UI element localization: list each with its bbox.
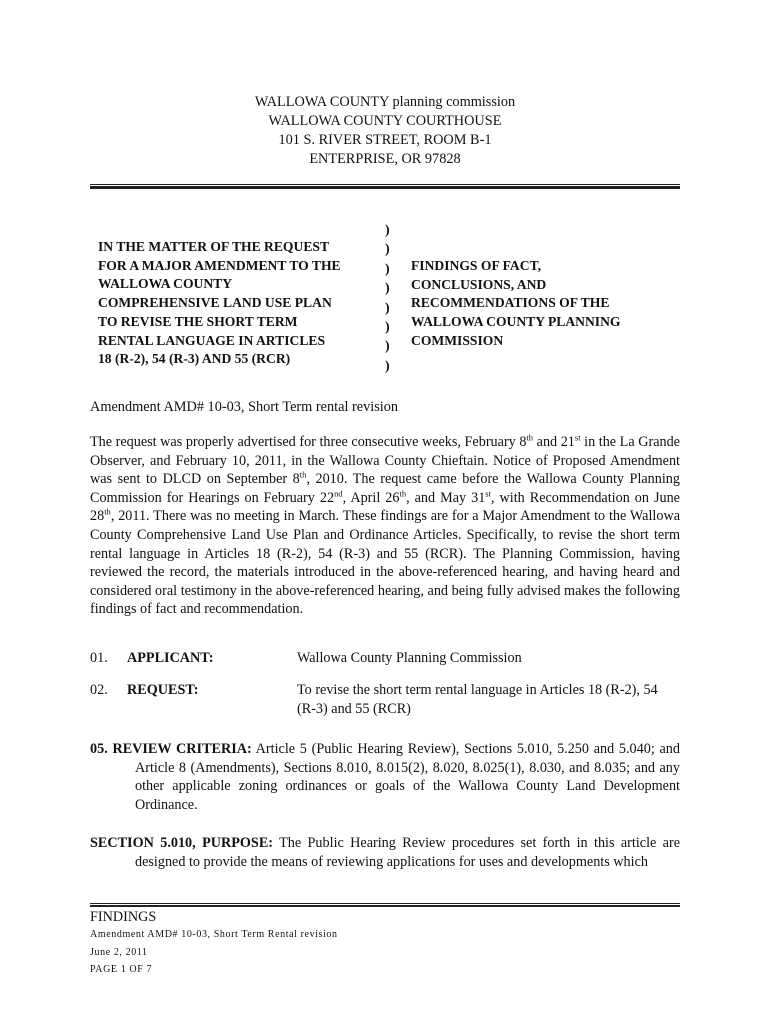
letterhead-building: WALLOWA COUNTY COURTHOUSE xyxy=(268,113,502,129)
caption-matter-line: TO REVISE THE SHORT TERM xyxy=(98,313,298,329)
caption-paren: ) xyxy=(385,320,390,336)
footer-title: FINDINGS xyxy=(90,909,157,925)
review-criteria xyxy=(90,740,680,814)
caption-findings-line: RECOMMENDATIONS OF THE xyxy=(411,295,610,311)
caption-matter-line: RENTAL LANGUAGE IN ARTICLES xyxy=(98,332,326,348)
section-purpose xyxy=(90,834,680,871)
footer-date: June 2, 2011 xyxy=(90,947,148,958)
caption-parentheses xyxy=(385,221,399,376)
ordinal-suffix: st xyxy=(574,432,581,443)
ordinal-suffix: nd xyxy=(334,488,343,499)
intro-text: , and May 31 xyxy=(406,489,486,506)
caption-paren: ) xyxy=(385,261,390,277)
item-value: Wallowa County Planning Commission xyxy=(297,650,522,666)
caption-findings-line: FINDINGS OF FACT, xyxy=(411,258,542,273)
section-text: The Public Hearing Review procedures set forth in this article are designed to provide the means of reviewing applications for uses and developments which xyxy=(135,835,680,870)
caption-findings-line: COMMISSION xyxy=(411,332,504,348)
item-label: REQUEST: xyxy=(127,682,199,698)
caption-paren: ) xyxy=(385,223,390,238)
intro-text: and 21 xyxy=(533,434,575,450)
caption-findings-title xyxy=(411,257,681,351)
footer-divider xyxy=(90,903,680,907)
section-heading: SECTION 5.010, PURPOSE: xyxy=(90,835,274,851)
intro-paragraph xyxy=(90,433,680,619)
caption-matter-line: WALLOWA COUNTY xyxy=(98,276,233,292)
intro-text: , 2010. The request came before the Wallowa County Planning Commission for Hearings on February 22 xyxy=(90,471,680,506)
intro-text: , 2011. There was no meeting in March. These findings are for a Major Amendment to the Wallowa County Comprehensive Land Use Plan and Ordinance Articles. Specifically, to revise the short term rental language in Articles 18 (R-2), 54 (R-3) and 55 (RCR). The Planning Commission, having reviewed the record, the materials introduced in the above-referenced hearing, and having heard and considered oral testimony in the above-referenced hearing, and being fully advised makes the following findings of fact and recommendation. xyxy=(90,508,680,618)
letterhead-agency: WALLOWA COUNTY planning commission xyxy=(254,94,516,110)
ordinal-suffix: th xyxy=(399,488,407,499)
item-number: 02. xyxy=(90,682,108,698)
caption-paren: ) xyxy=(385,339,390,355)
caption-matter-line: FOR A MAJOR AMENDMENT TO THE xyxy=(98,257,341,273)
intro-text: The request was properly advertised for three consecutive weeks, February 8 xyxy=(90,434,527,450)
item-label: APPLICANT: xyxy=(127,650,214,666)
caption-matter xyxy=(98,238,388,369)
intro-text: , April 26 xyxy=(342,489,400,506)
item-number: 01. xyxy=(90,650,108,666)
ordinal-suffix: th xyxy=(526,432,534,443)
ordinal-suffix: st xyxy=(485,488,491,499)
letterhead-street: 101 S. RIVER STREET, ROOM B-1 xyxy=(278,132,492,148)
review-criteria-heading: 05. REVIEW CRITERIA: xyxy=(90,741,252,757)
caption-findings-line: CONCLUSIONS, AND xyxy=(411,276,547,292)
caption-matter-line: COMPREHENSIVE LAND USE PLAN xyxy=(98,295,332,311)
caption-matter-line: IN THE MATTER OF THE REQUEST xyxy=(98,239,330,254)
caption-findings-line: WALLOWA COUNTY PLANNING xyxy=(411,314,621,330)
caption-paren: ) xyxy=(385,358,390,374)
letterhead-city: ENTERPRISE, OR 97828 xyxy=(309,151,461,167)
caption-paren: ) xyxy=(385,242,390,258)
item-value: To revise the short term rental language in Articles 18 (R-2), 54 (R-3) and 55 (RCR) xyxy=(297,682,658,717)
amendment-line: Amendment AMD# 10-03, Short Term rental revision xyxy=(90,399,399,415)
ordinal-suffix: th xyxy=(104,506,111,517)
ordinal-suffix: th xyxy=(299,469,307,480)
footer-page-number: PAGE 1 OF 7 xyxy=(90,964,153,975)
review-criteria-text: Article 5 (Public Hearing Review), Sections 5.010, 5.250 and 5.040; and Article 8 (Amendments), Sections 8.010, 8.015(2), 8.020, 8.025(1), 8.030, and 8.035; and any other applicable zoning ordinances or goals of the Wallowa County Land Development Ordinance. xyxy=(135,741,680,813)
header-divider xyxy=(90,184,680,189)
intro-text: , with Recommendation on June 28 xyxy=(90,489,680,525)
footer-amendment: Amendment AMD# 10-03, Short Term Rental revision xyxy=(90,929,338,940)
letterhead xyxy=(90,93,680,169)
caption-paren: ) xyxy=(385,281,390,297)
caption-paren: ) xyxy=(385,300,390,316)
caption-matter-line: 18 (R-2), 54 (R-3) AND 55 (RCR) xyxy=(98,351,291,367)
intro-text: in the La Grande Observer, and February 10, 2011, in the Wallowa County Chieftain. Notice of Proposed Amendment was sent to DLCD on September 8 xyxy=(90,434,680,488)
